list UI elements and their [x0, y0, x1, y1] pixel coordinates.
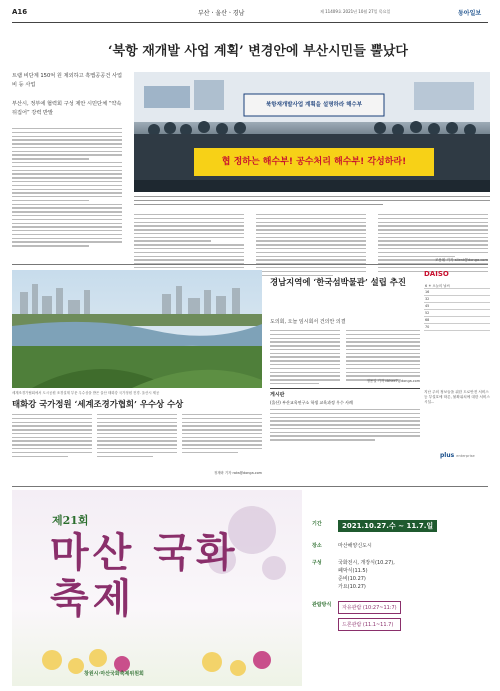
ad-method-1: 자유관람 (10:27~11:7) — [338, 601, 401, 614]
notice-item: (울산) 부산교육연구소 학생 교육과정 우수 사례 — [270, 400, 353, 405]
photo-caption — [134, 196, 490, 207]
page-header — [12, 8, 488, 20]
ad-place: 마산해양신도시 — [338, 543, 372, 549]
main-sub-1: 트램 비단계 150억 원 제외하고 흑맵공공건 사업 비 등 사업 — [12, 73, 122, 88]
table-row: 45 — [424, 303, 490, 310]
festival-ad — [12, 490, 490, 686]
main-body-col1 — [12, 128, 122, 249]
article2-byline: 정용일 기자 cbhee7@donga.com — [366, 379, 420, 383]
notice-title: 게시판 — [270, 392, 285, 398]
ad-component-item: 국화전시, 개장식(10.27), — [338, 560, 395, 566]
taehwa-garden-image — [12, 270, 262, 388]
ad-visual — [12, 490, 302, 686]
article3-byline: 정재락 기자 raks@donga.com — [213, 471, 262, 475]
ad-label-components: 구성 — [312, 560, 322, 566]
ad-label-place: 장소 — [312, 543, 322, 549]
main-sub-2: 부산시, 정부에 협력회 구성 제안 시민단체 “약속 뒤집어” 강력 반발 — [12, 101, 122, 116]
ad-methods — [338, 601, 401, 631]
table-row: 32 — [424, 296, 490, 303]
notice-box — [270, 388, 420, 479]
article2-body-col1 — [270, 330, 340, 387]
garden-caption: 세계조경가협회에서 도시공원 조경설계 부문 우수상을 받은 울산 태화강 국가정원 전경. 울산시 제공 — [12, 391, 160, 395]
main-headline: ‘북항 재개발 사업 계획’ 변경안에 부산시민들 뿔났다 — [108, 44, 408, 59]
header-rule — [12, 22, 488, 23]
table-row: 6 ☀ 오늘의 날씨 — [424, 282, 490, 289]
protest-crowd-image — [134, 72, 490, 192]
table-row: 68 — [424, 317, 490, 324]
article3-body-col1 — [12, 414, 92, 459]
article2-headline: 경남지역에 ‘한국섬박물관’ 설립 추진 — [270, 277, 406, 287]
ad-component-item: 가요(10.27) — [338, 584, 366, 590]
ad-row-place — [312, 542, 488, 549]
photo-banner-top: 북항재개발사업 계획을 설명하라 해수부 — [265, 102, 363, 108]
sidebar-table — [424, 282, 490, 331]
ad-info — [312, 520, 488, 637]
sidebar-text: 지난 주의 정보들을 위한 도로안전 서비스 등 부설호에 따른, 불확위치에 대한 서비스 시설... — [424, 390, 490, 404]
table-row: 16 — [424, 289, 490, 296]
ad-method-2: 드론관람 (11.1~11.7) — [338, 618, 401, 631]
ad-label-method: 관람방식 — [312, 602, 332, 608]
article3-headline: 태화강 국가정원 ‘세계조경가협회’ 우수상 수상 — [12, 399, 184, 409]
paper-name: 동아일보 — [458, 10, 482, 17]
article3-body-col3 — [182, 414, 262, 456]
ad-component-item: 폐막식(11.5) — [338, 568, 368, 574]
garden-photo — [12, 270, 262, 388]
main-body-col2 — [134, 214, 244, 278]
divider-2 — [12, 486, 488, 487]
ad-title: 마산 국화축제 — [50, 529, 239, 622]
article2-sub: 도의회, 오늘 임시회서 건의안 의결 — [270, 319, 346, 325]
ad-row-method — [312, 601, 488, 631]
article2-body-col2 — [346, 330, 420, 383]
table-row: 52 — [424, 310, 490, 317]
section-name: 부산ㆍ울산ㆍ경남 — [198, 10, 245, 17]
protest-photo — [134, 72, 490, 192]
main-byline: 조용휘 기자 silent@donga.com — [434, 258, 488, 262]
page-number: A16 — [12, 8, 28, 16]
plus-logo-sub: enterprise — [456, 454, 475, 458]
ad-edition: 제21회 — [52, 514, 89, 527]
plus-logo — [440, 452, 475, 459]
main-body-col4 — [378, 214, 488, 275]
photo-banner-main: 협 정하는 해수부! 공수처리 해수부! 각성하라! — [221, 157, 407, 167]
divider-1 — [12, 264, 488, 265]
ad-period: 2021.10.27.수 ~ 11.7.일 — [338, 520, 437, 532]
article3-body-col2 — [97, 414, 177, 459]
ad-row-components — [312, 559, 488, 591]
daiso-logo: DAISO — [424, 270, 449, 278]
plus-logo-text: plus — [440, 452, 455, 459]
sidebar-box — [424, 270, 490, 400]
table-row: 70 — [424, 324, 490, 331]
ad-label-period: 기간 — [312, 521, 322, 527]
ad-row-period — [312, 520, 488, 532]
main-body-col3 — [256, 214, 366, 278]
ad-organizer: 창원시·마산국화축제위원회 — [84, 671, 144, 677]
ad-components — [338, 559, 395, 591]
ad-component-item: 준비(10.27) — [338, 576, 366, 582]
issue-info: 제 11409호 2021년 10월 27일 목요일 — [320, 9, 391, 14]
